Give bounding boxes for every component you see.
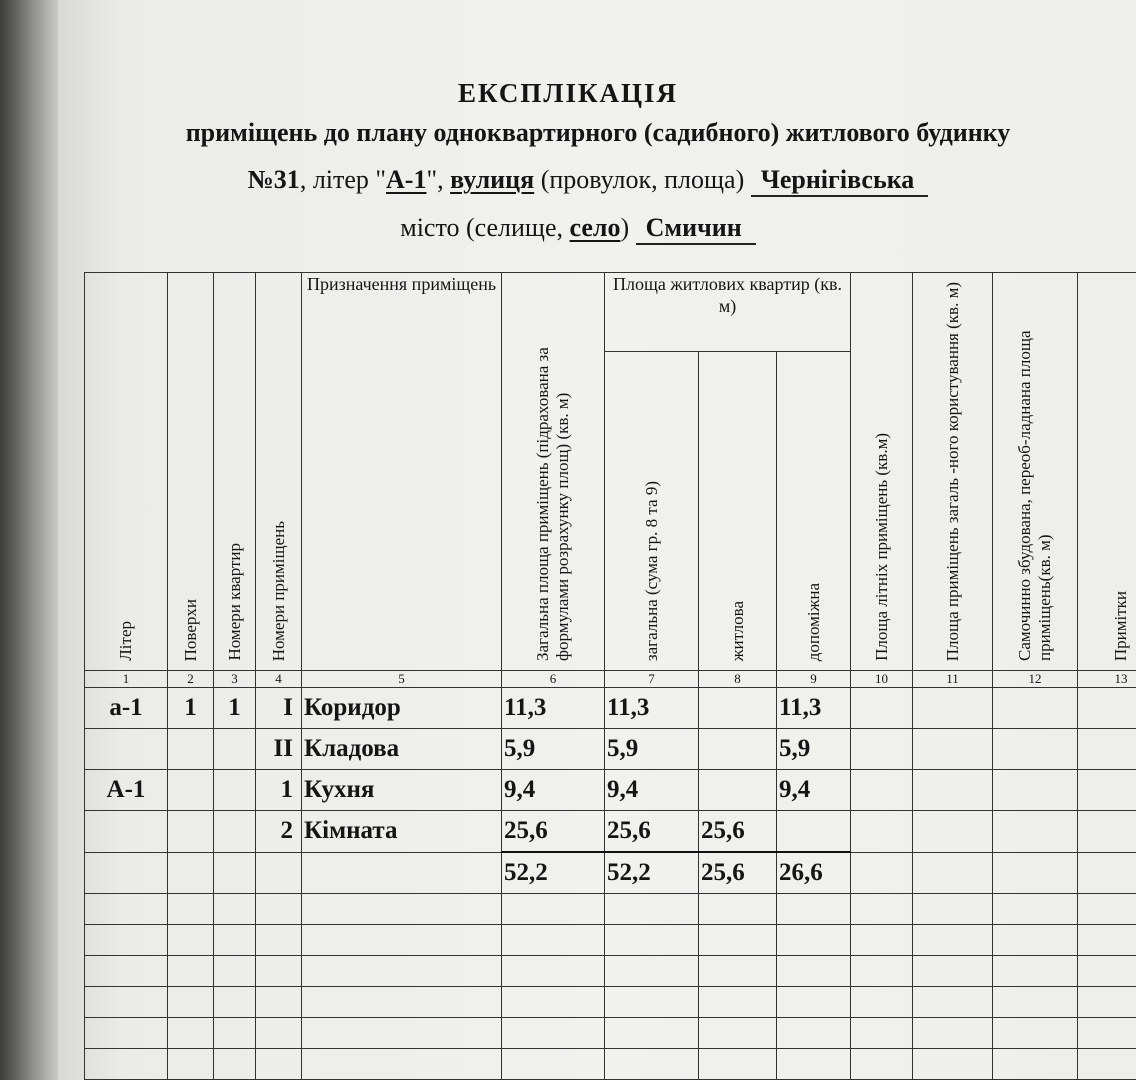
cell-apartment <box>214 729 256 770</box>
apt-total-sum: 52,2 <box>605 852 699 894</box>
cell-empty <box>851 852 913 894</box>
building-letter: А-1 <box>386 165 427 194</box>
cell-total: 9,4 <box>502 770 605 811</box>
total-area-sum: 52,2 <box>502 852 605 894</box>
header-apartment-numbers: Номери квартир <box>214 273 256 671</box>
col-num: 11 <box>913 671 993 688</box>
cell-empty <box>913 770 993 811</box>
cell-total: 11,3 <box>502 688 605 729</box>
cell-floor <box>168 770 214 811</box>
cell-living: 25,6 <box>699 811 777 853</box>
cell-living <box>699 770 777 811</box>
cell-purpose: Кладова <box>302 729 502 770</box>
cell-purpose: Кімната <box>302 811 502 853</box>
cell-empty <box>1078 770 1136 811</box>
table-row <box>85 729 1136 770</box>
cell-auxiliary <box>777 811 851 853</box>
cell-room: 2 <box>256 811 302 853</box>
cell-floor <box>168 729 214 770</box>
cell-apt-total: 5,9 <box>605 729 699 770</box>
cell-purpose: Кухня <box>302 770 502 811</box>
cell-empty <box>85 852 168 894</box>
cell-empty <box>1078 729 1136 770</box>
cell-liter: а-1 <box>85 688 168 729</box>
cell-empty <box>913 729 993 770</box>
header-notes: Примітки <box>1078 273 1136 671</box>
empty-row <box>85 956 1136 987</box>
cell-empty <box>1078 811 1136 853</box>
col-num: 4 <box>256 671 302 688</box>
empty-row <box>85 987 1136 1018</box>
cell-living <box>699 688 777 729</box>
cell-empty <box>913 688 993 729</box>
cell-empty <box>851 688 913 729</box>
document-title: ЕКСПЛІКАЦІЯ <box>457 78 679 108</box>
col-num: 13 <box>1078 671 1136 688</box>
cell-apt-total: 9,4 <box>605 770 699 811</box>
address-text-a: , літер " <box>299 165 387 194</box>
header-total-area: Загальна площа приміщень (підрахована за формулами розрахунку площ) (кв. м) <box>502 273 605 671</box>
header-apt-total: загальна (сума гр. 8 та 9) <box>605 351 699 670</box>
cell-liter <box>85 811 168 853</box>
header-summer-area: Площа літніх приміщень (кв.м) <box>851 273 913 671</box>
header-auxiliary: допоміжна <box>777 351 851 670</box>
cell-empty <box>993 852 1078 894</box>
village-word: село <box>569 213 621 242</box>
settlement-text-a: місто (селище, <box>400 213 570 242</box>
col-num: 1 <box>85 671 168 688</box>
cell-empty <box>851 770 913 811</box>
cell-empty <box>993 729 1078 770</box>
col-num: 8 <box>699 671 777 688</box>
empty-row <box>85 894 1136 925</box>
cell-empty <box>993 811 1078 853</box>
table-row <box>85 811 1136 853</box>
header-liter: Літер <box>85 273 168 671</box>
cell-empty <box>913 811 993 853</box>
cell-empty <box>302 852 502 894</box>
cell-empty <box>993 688 1078 729</box>
settlement-text-b: ) <box>620 213 630 242</box>
header-room-numbers: Номери приміщень <box>256 273 302 671</box>
cell-empty <box>214 852 256 894</box>
cell-apartment: 1 <box>214 688 256 729</box>
empty-row <box>85 1049 1136 1080</box>
cell-floor <box>168 811 214 853</box>
cell-apartment <box>214 770 256 811</box>
cell-total: 5,9 <box>502 729 605 770</box>
cell-liter: А-1 <box>85 770 168 811</box>
cell-apartment <box>214 811 256 853</box>
table-row <box>85 770 1136 811</box>
header-living: житлова <box>699 351 777 670</box>
cell-total: 25,6 <box>502 811 605 853</box>
cell-empty <box>256 852 302 894</box>
empty-row <box>85 925 1136 956</box>
address-line <box>0 165 1136 197</box>
header-apartment-area-group: Площа житлових квартир (кв. м) <box>605 273 851 352</box>
page-binding-shadow <box>0 0 58 1080</box>
cell-empty <box>1078 852 1136 894</box>
cell-empty <box>913 852 993 894</box>
col-num: 3 <box>214 671 256 688</box>
cell-floor: 1 <box>168 688 214 729</box>
col-num: 12 <box>993 671 1078 688</box>
header-purpose: Призначення приміщень <box>302 273 502 671</box>
cell-room: І <box>256 688 302 729</box>
header-unauthorized-area: Самочинно збудована, переоб-ладнана площа приміщень(кв. м) <box>993 273 1078 671</box>
cell-living <box>699 729 777 770</box>
cell-empty <box>851 729 913 770</box>
header-common-area: Площа приміщень загаль -ного користування (кв. м) <box>913 273 993 671</box>
cell-auxiliary: 5,9 <box>777 729 851 770</box>
col-num: 5 <box>302 671 502 688</box>
col-num: 7 <box>605 671 699 688</box>
cell-empty <box>993 770 1078 811</box>
table-row <box>85 688 1136 729</box>
street-word: вулиця <box>450 165 535 194</box>
address-text-c: (провулок, площа) <box>534 165 745 194</box>
cell-liter <box>85 729 168 770</box>
village-name: Смичин <box>636 213 756 245</box>
col-num: 6 <box>502 671 605 688</box>
col-num: 10 <box>851 671 913 688</box>
living-sum: 25,6 <box>699 852 777 894</box>
cell-room: ІІ <box>256 729 302 770</box>
col-num: 9 <box>777 671 851 688</box>
cell-auxiliary: 11,3 <box>777 688 851 729</box>
address-text-b: ", <box>426 165 451 194</box>
cell-room: 1 <box>256 770 302 811</box>
totals-row <box>85 852 1136 894</box>
col-num: 2 <box>168 671 214 688</box>
settlement-line <box>0 213 1136 245</box>
cell-empty <box>851 811 913 853</box>
street-name: Чернігівська <box>751 165 929 197</box>
cell-auxiliary: 9,4 <box>777 770 851 811</box>
cell-apt-total: 25,6 <box>605 811 699 853</box>
explication-table <box>84 272 1136 1080</box>
header-floors: Поверхи <box>168 273 214 671</box>
cell-empty <box>168 852 214 894</box>
cell-empty <box>1078 688 1136 729</box>
cell-purpose: Коридор <box>302 688 502 729</box>
cell-apt-total: 11,3 <box>605 688 699 729</box>
auxiliary-sum: 26,6 <box>777 852 851 894</box>
empty-row <box>85 1018 1136 1049</box>
house-number: №31 <box>247 165 300 194</box>
column-number-row <box>85 671 1136 688</box>
document-subtitle: приміщень до плану одноквартирного (садибного) житлового будинку <box>185 118 1011 147</box>
